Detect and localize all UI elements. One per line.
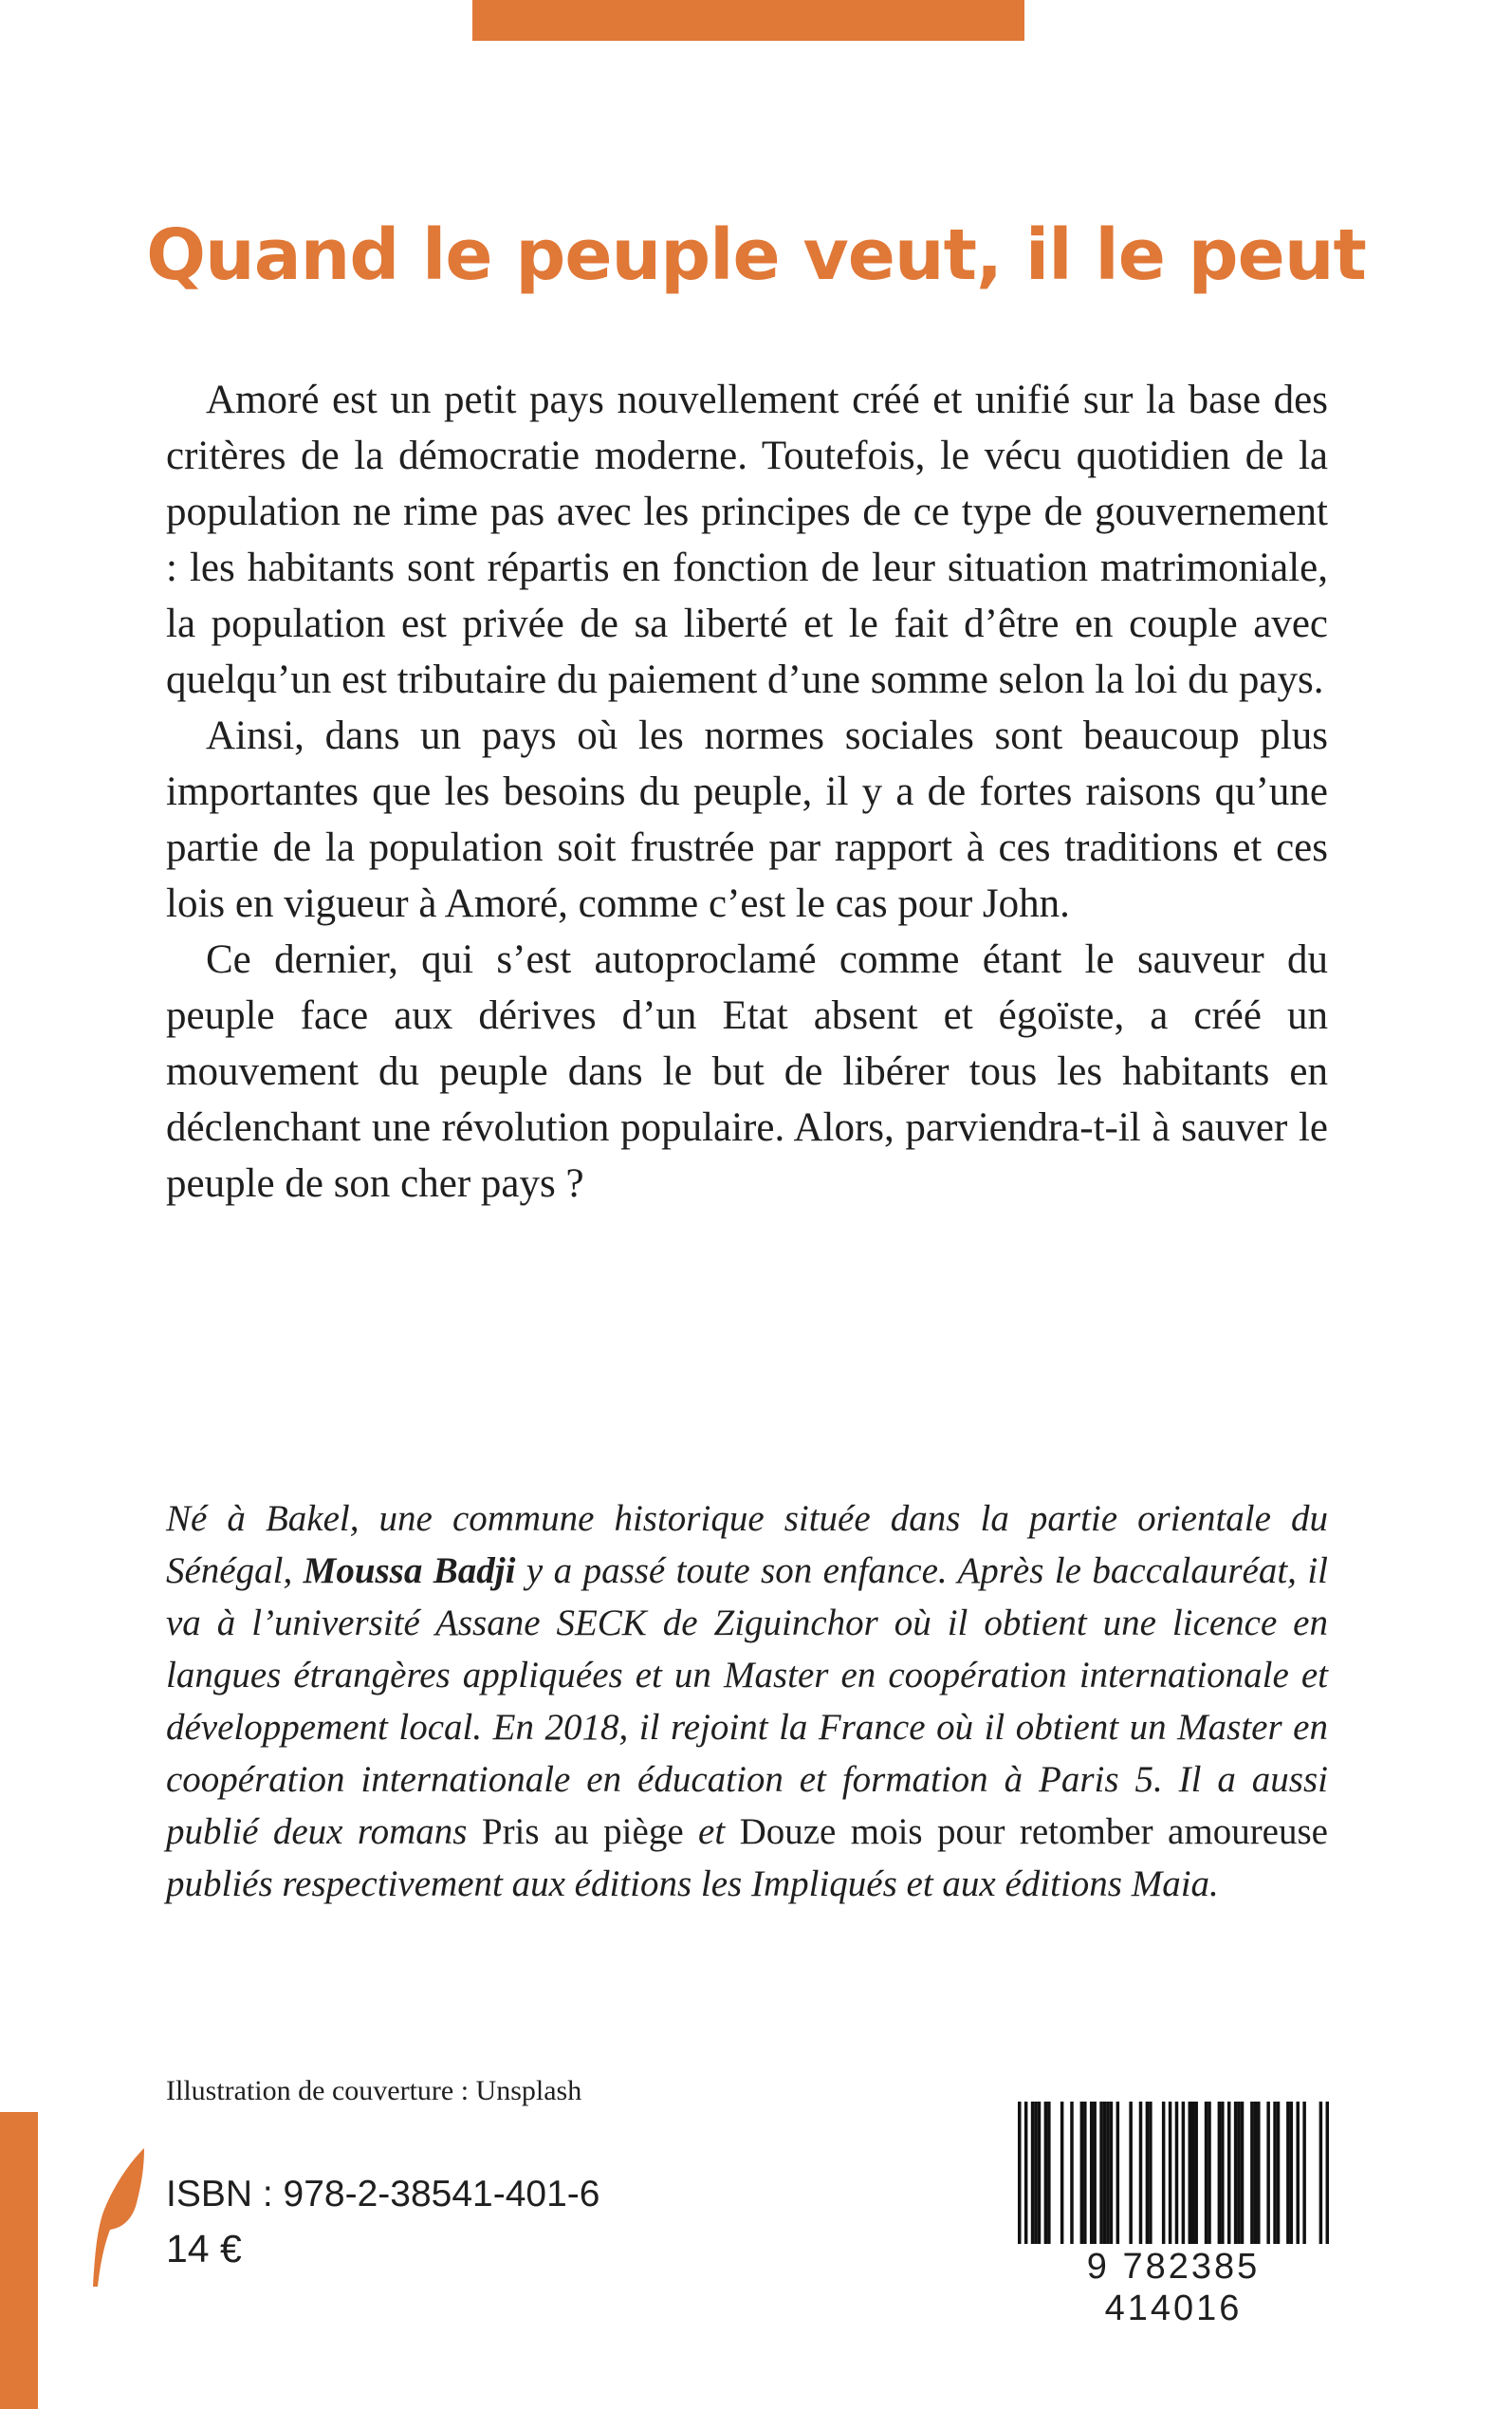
barcode-bar <box>1241 2102 1245 2244</box>
barcode-bar <box>1175 2102 1179 2244</box>
barcode-bar <box>1296 2102 1300 2244</box>
barcode-bar <box>1205 2102 1208 2244</box>
barcode-digits: 9 782385 414016 <box>1086 2247 1261 2328</box>
book-title: Quand le peuple veut, il le peut <box>146 214 1366 296</box>
barcode-bar <box>1106 2102 1110 2244</box>
barcode-bar <box>1129 2102 1133 2244</box>
barcode-bar <box>1024 2102 1028 2244</box>
barcode-bar <box>1116 2102 1120 2244</box>
author-name: Moussa Badji <box>303 1550 516 1591</box>
barcode-bar <box>1031 2102 1035 2244</box>
barcode <box>1018 2102 1329 2328</box>
barcode-bar <box>1218 2102 1222 2244</box>
barcode-bar <box>1099 2102 1103 2244</box>
barcode-bar <box>1139 2102 1143 2244</box>
barcode-bar <box>1191 2102 1195 2244</box>
barcode-bar <box>1093 2102 1097 2244</box>
barcode-bar <box>1146 2102 1150 2244</box>
barcode-bar <box>1290 2102 1294 2244</box>
barcode-bar <box>1047 2102 1051 2244</box>
barcode-bar <box>1266 2102 1270 2244</box>
synopsis <box>166 372 1328 1212</box>
barcode-bar <box>1162 2102 1166 2244</box>
barcode-bar <box>1149 2102 1152 2244</box>
barcode-bar <box>1234 2102 1238 2244</box>
barcode-bar <box>1319 2102 1323 2244</box>
synopsis-paragraph-2: Ainsi, dans un pays où les normes sociales sont beaucoup plus importantes que les besoins du peuple, il y a de fortes raisons qu’une partie de la population soit frustrée par rapport à ces traditions et ces lois en vigueur à Amoré, comme c’est le cas pour John. <box>166 713 1328 926</box>
novel-title-1: Pris au piège <box>481 1811 684 1852</box>
barcode-bar <box>1060 2102 1064 2244</box>
barcode-bar <box>1237 2102 1241 2244</box>
barcode-bar <box>1257 2102 1261 2244</box>
barcode-bar <box>1083 2102 1087 2244</box>
barcode-bar <box>1070 2102 1074 2244</box>
cover-credit: Illustration de couverture : Unsplash <box>166 2075 582 2106</box>
barcode-bar <box>1080 2102 1084 2244</box>
isbn: ISBN : 978-2-38541-401-6 <box>166 2174 600 2214</box>
barcode-bar <box>1286 2102 1290 2244</box>
barcode-bar <box>1227 2102 1231 2244</box>
barcode-bar <box>1302 2102 1306 2244</box>
barcode-bar <box>1044 2102 1048 2244</box>
barcode-bar <box>1034 2102 1038 2244</box>
side-accent-bar <box>0 2112 38 2409</box>
author-bio <box>166 1492 1328 1910</box>
barcode-bar <box>1194 2102 1198 2244</box>
synopsis-paragraph-1: Amoré est un petit pays nouvellement créé et unifié sur la base des critères de la démocratie moderne. Toutefois, le vécu quotidien de la population ne rime pas avec les principes de ce type de gouvernement : les habitants sont répartis en fonction de leur situation matrimoniale, la population est privée de sa liberté et le fait d’être en couple avec quelqu’un est tributaire du paiement d’une somme selon la loi du pays. <box>166 378 1328 702</box>
barcode-bar <box>1326 2102 1329 2244</box>
barcode-bar <box>1273 2102 1277 2244</box>
barcode-bar <box>1169 2102 1172 2244</box>
bio-body: y a passé toute son enfance. Après le baccalauréat, il va à l’université Assane SECK de Ziguinchor où il obtient une licence en langues étrangères appliquées et un Master en coopération internationale et développement local. En 2018, il rejoint la France où il obtient un Master en coopération internationale en éducation et formation à Paris 5. Il a aussi publié deux romans <box>166 1550 1329 1852</box>
barcode-bars <box>1018 2102 1329 2244</box>
barcode-bar <box>1254 2102 1258 2244</box>
bio-connector: et <box>683 1811 740 1852</box>
barcode-bar <box>1277 2102 1281 2244</box>
barcode-bar <box>1208 2102 1211 2244</box>
barcode-bar <box>1090 2102 1094 2244</box>
barcode-bar <box>1221 2102 1225 2244</box>
barcode-bar <box>1103 2102 1107 2244</box>
novel-title-2: Douze mois pour retomber amoureuse <box>739 1811 1328 1852</box>
barcode-bar <box>1250 2102 1254 2244</box>
barcode-bar <box>1018 2102 1022 2244</box>
barcode-bar <box>1189 2102 1192 2244</box>
bio-intro: Né à Bakel, une commune historique située dans la partie orientale du Sénégal, <box>166 1498 1328 1591</box>
barcode-bar <box>1182 2102 1186 2244</box>
barcode-bar <box>1038 2102 1042 2244</box>
quill-feather-icon <box>87 2146 154 2289</box>
bio-closing: publiés respectivement aux éditions les Impliqués et aux éditions Maia. <box>166 1863 1219 1904</box>
top-accent-bar <box>472 0 1024 41</box>
price: 14 € <box>166 2227 242 2270</box>
synopsis-paragraph-3: Ce dernier, qui s’est autoproclamé comme étant le sauveur du peuple face aux dérives d’un Etat absent et égoïste, a créé un mouvement du peuple dans le but de libérer tous les habitants en déclenchant une révolution populaire. Alors, parviendra-t-il à sauver le peuple de son cher pays ? <box>166 937 1328 1206</box>
barcode-bar <box>1110 2102 1114 2244</box>
